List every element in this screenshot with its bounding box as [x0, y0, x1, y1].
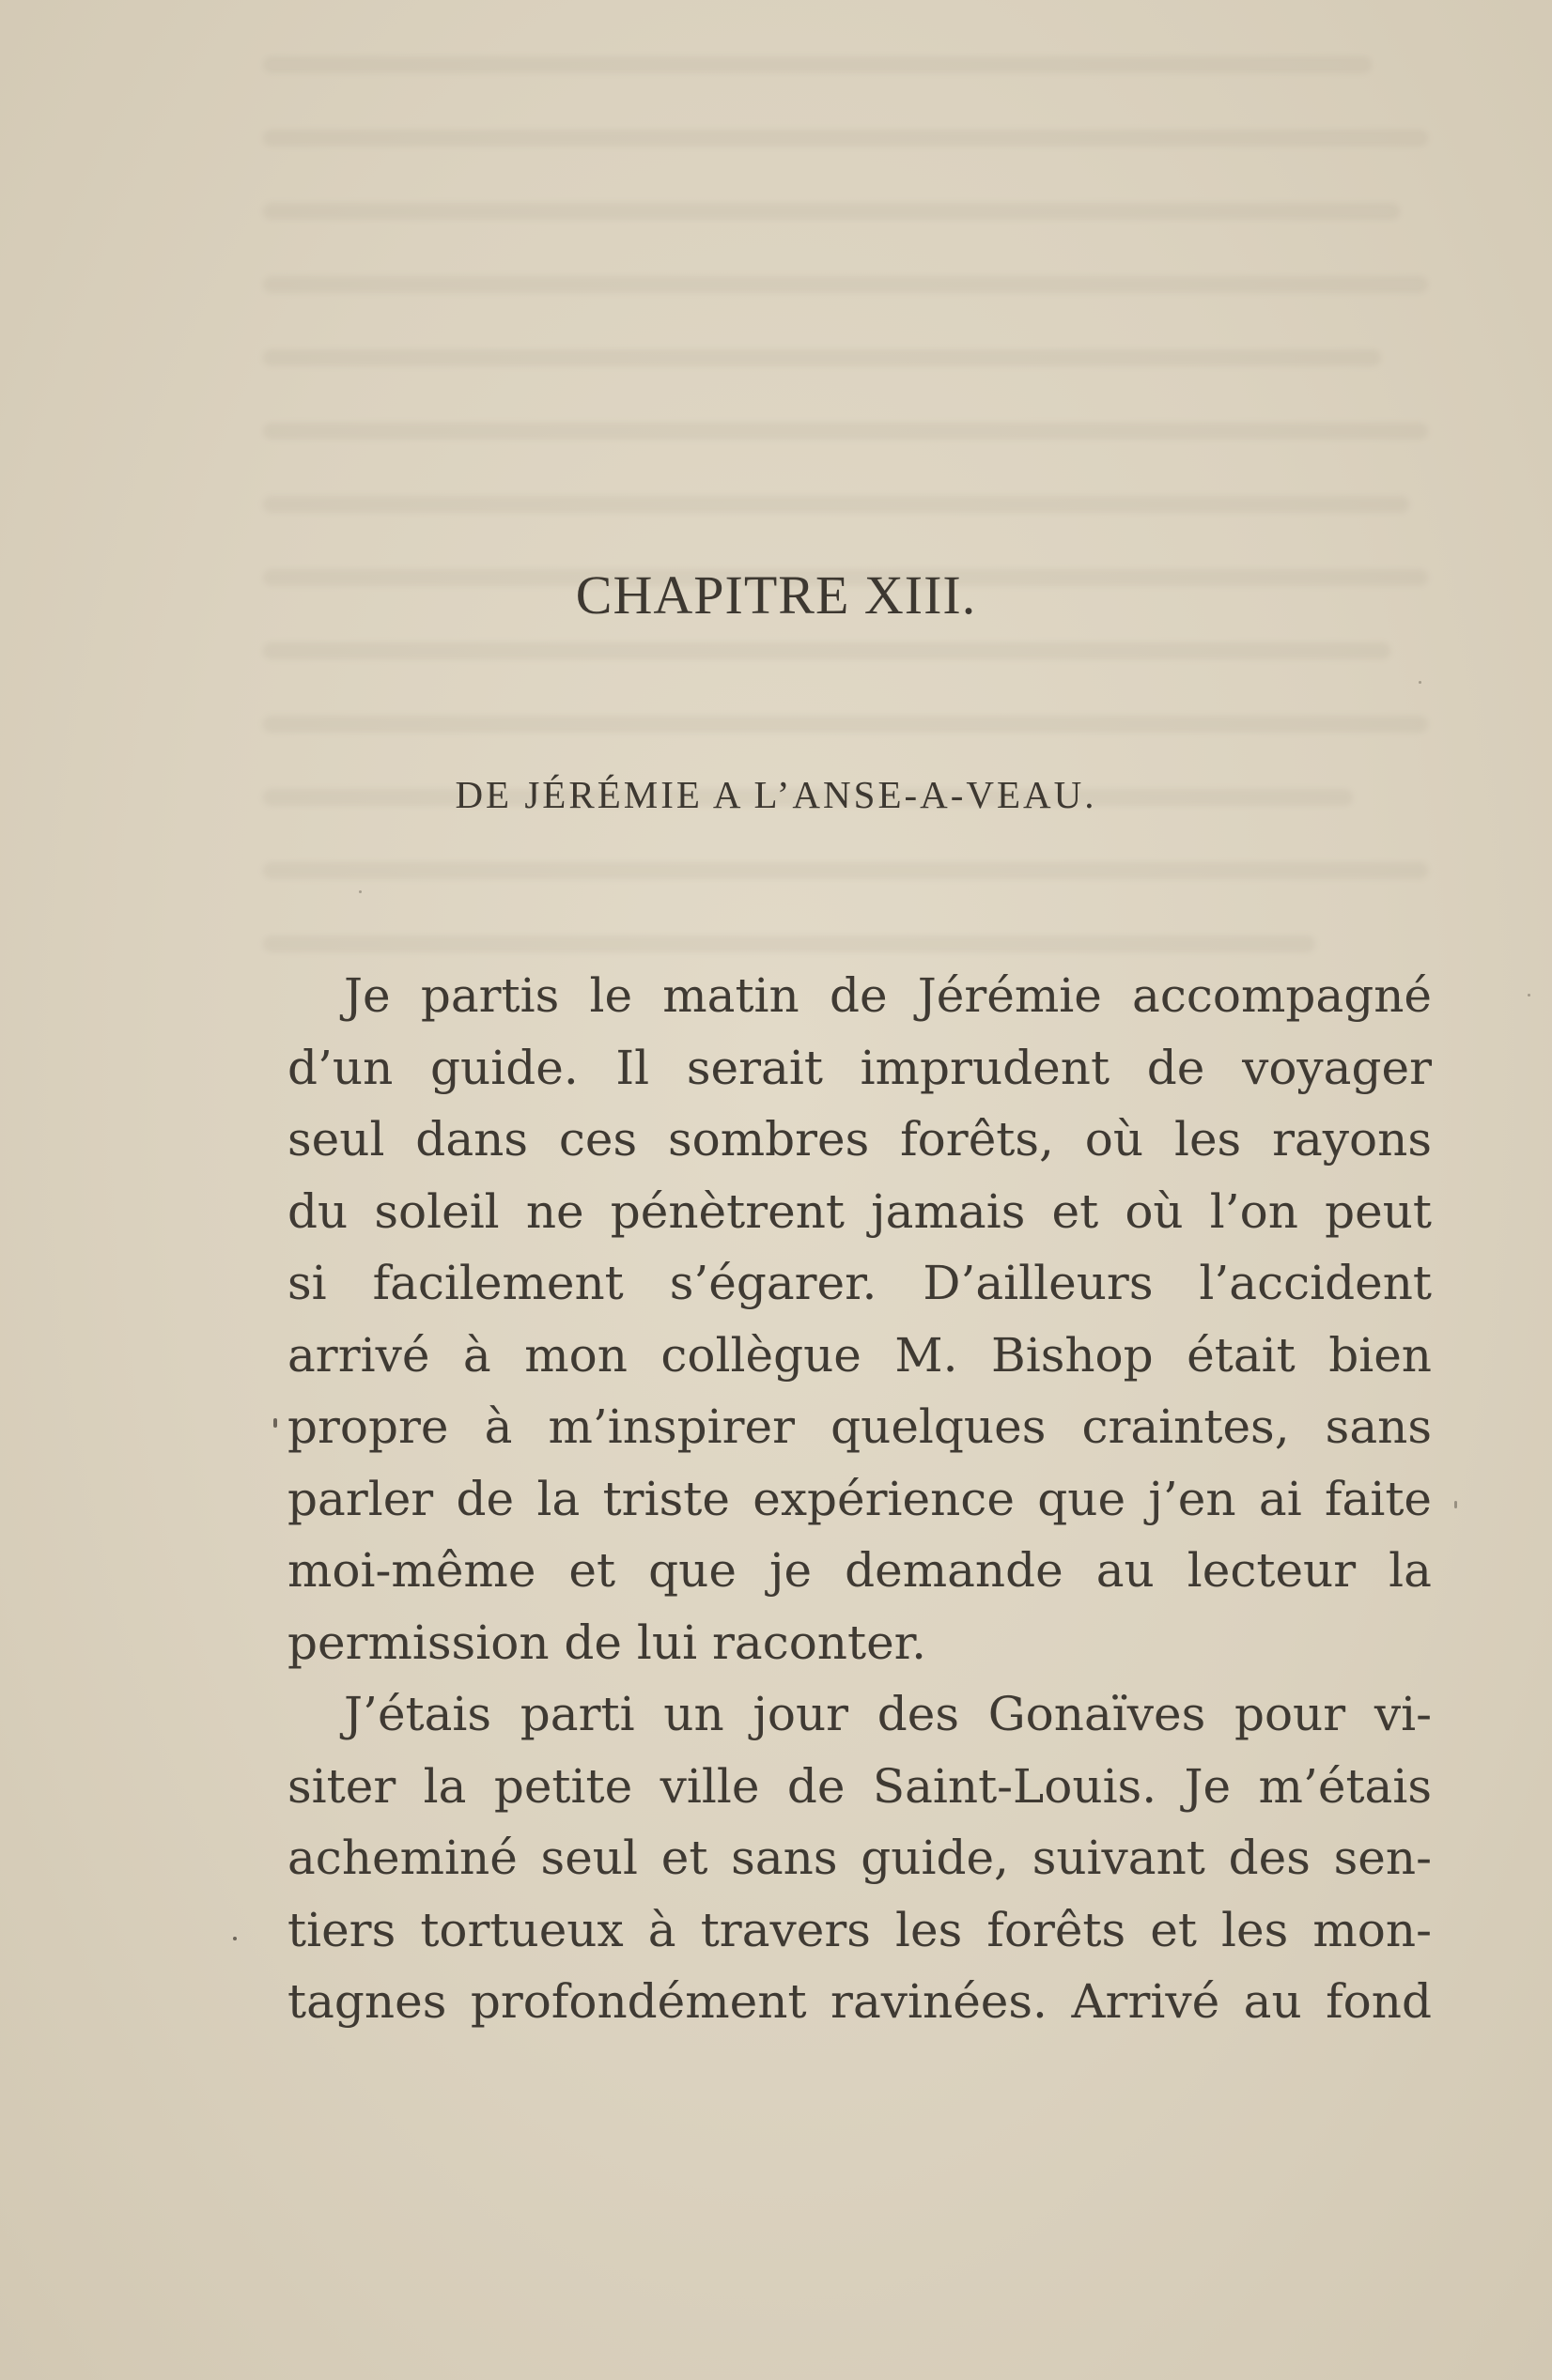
text-line: Je partis le matin de Jérémie accompagné: [344, 968, 1432, 1023]
text-line: propre à m’inspirer quelques craintes, sans: [287, 1399, 1432, 1454]
text-line: parler de la triste expérience que j’en ai faite: [287, 1471, 1432, 1526]
paper-speck: [1454, 1501, 1457, 1508]
bleed-through-text: [263, 56, 1428, 958]
body-text: [287, 960, 1432, 2038]
paper-speck: [1528, 994, 1530, 997]
text-line: si facilement s’égarer. D’ailleurs l’accident: [287, 1256, 1432, 1310]
paper-speck: [1419, 681, 1421, 684]
text-line: tagnes profondément ravinées. Arrivé au fond: [287, 1974, 1432, 2029]
text-line: J’étais parti un jour des Gonaïves pour vi-: [344, 1687, 1432, 1741]
chapter-title: CHAPITRE XIII.: [575, 564, 977, 626]
text-line: arrivé à mon collègue M. Bishop était bien: [287, 1327, 1432, 1383]
paper-speck: [273, 1418, 277, 1428]
text-line: tiers tortueux à travers les forêts et les mon-: [287, 1902, 1432, 1957]
text-line: moi-même et que je demande au lecteur la: [287, 1543, 1432, 1598]
text-line: d’un guide. Il serait imprudent de voyager: [287, 1040, 1432, 1095]
text-line: permission de lui raconter.: [287, 1615, 926, 1670]
text-line: seul dans ces sombres forêts, où les rayons: [287, 1112, 1432, 1167]
text-line: siter la petite ville de Saint-Louis. Je m’étais: [287, 1758, 1432, 1814]
text-line: du soleil ne pénètrent jamais et où l’on peut: [287, 1183, 1432, 1239]
paper-speck: [233, 1937, 237, 1940]
paper-speck: [359, 890, 362, 893]
chapter-subtitle: DE JÉRÉMIE A L’ANSE-A-VEAU.: [455, 773, 1097, 816]
text-line: acheminé seul et sans guide, suivant des sen-: [287, 1831, 1432, 1885]
